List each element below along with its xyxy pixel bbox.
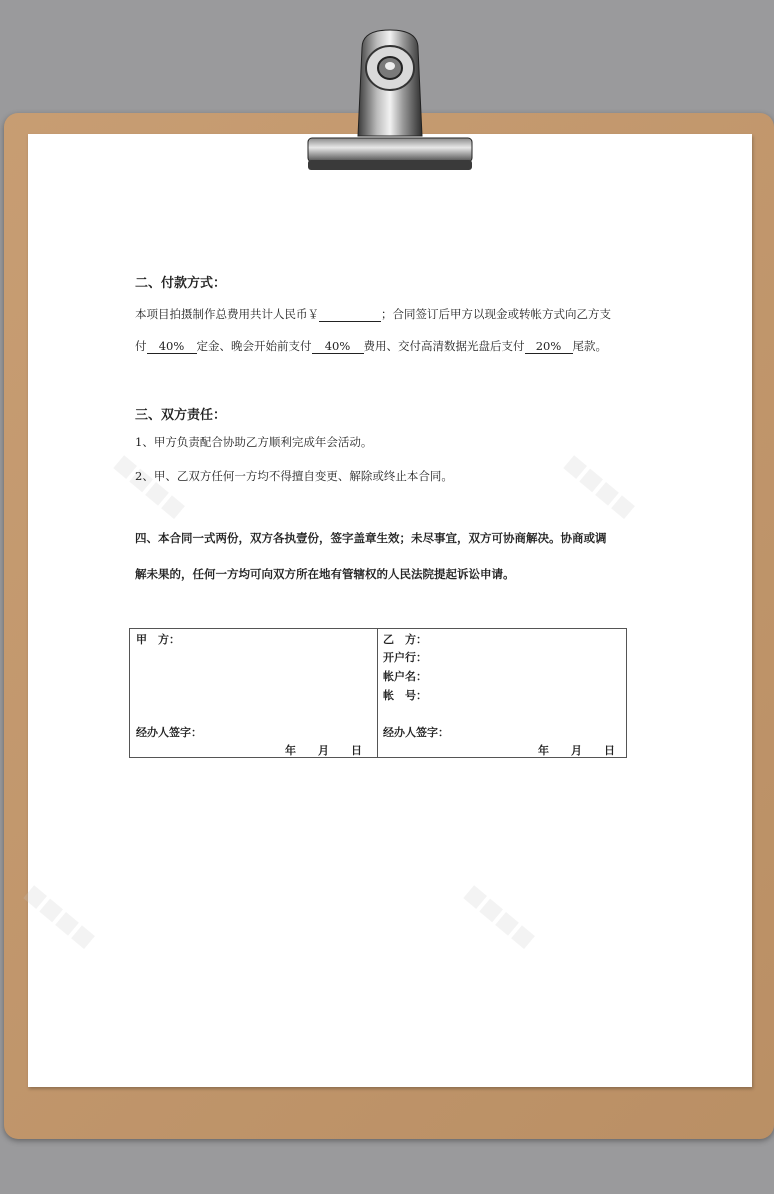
payment-line-1 — [135, 306, 611, 322]
payment-text: 定金、晚会开始前支付 — [196, 339, 312, 353]
pre-event-percent: 40% — [312, 339, 364, 354]
responsibility-item: 1、甲方负责配合协助乙方顺利完成年会活动。 — [135, 435, 373, 449]
signature-table — [129, 628, 627, 758]
watermark: ■■■■ — [559, 450, 640, 523]
amount-blank — [319, 307, 381, 322]
watermark: ■■■■ — [19, 880, 100, 953]
bank-label: 开户行： — [383, 651, 427, 664]
binder-clip-icon — [300, 26, 480, 176]
responsibility-item: 2、甲、乙双方任何一方均不得擅自变更、解除或终止本合同。 — [135, 469, 453, 483]
section-heading-payment: 二、付款方式： — [135, 276, 227, 291]
party-b-signer-label: 经办人签字： — [383, 726, 449, 739]
watermark: ■■■■ — [109, 450, 190, 523]
party-a-signer-label: 经办人签字： — [136, 726, 202, 739]
payment-text: 费用、交付高清数据光盘后支付 — [363, 339, 525, 353]
deposit-percent: 40% — [147, 339, 197, 354]
party-b-label: 乙 方： — [383, 633, 427, 646]
contract-clause-line: 四、本合同一式两份，双方各执壹份，签字盖章生效；未尽事宜，双方可协商解决。协商或调 — [135, 531, 607, 545]
table-divider — [377, 629, 378, 757]
party-a-label: 甲 方： — [136, 633, 180, 646]
final-percent: 20% — [525, 339, 573, 354]
party-a-date: 年 月 日 — [285, 744, 362, 757]
payment-text: 本项目拍摄制作总费用共计人民币￥ — [135, 307, 319, 321]
party-b-date: 年 月 日 — [538, 744, 615, 757]
watermark: ■■■■ — [459, 880, 540, 953]
section-heading-responsibilities: 三、双方责任： — [135, 408, 227, 423]
contract-clause-line: 解未果的，任何一方均可向双方所在地有管辖权的人民法院提起诉讼申请。 — [135, 567, 515, 581]
account-number-label: 帐 号： — [383, 689, 427, 702]
payment-text: 尾款。 — [572, 339, 607, 353]
payment-line-2 — [135, 338, 607, 354]
payment-text: ；合同签订后甲方以现金或转帐方式向乙方支 — [381, 307, 611, 321]
account-name-label: 帐户名： — [383, 670, 427, 683]
payment-text: 付 — [135, 339, 147, 353]
